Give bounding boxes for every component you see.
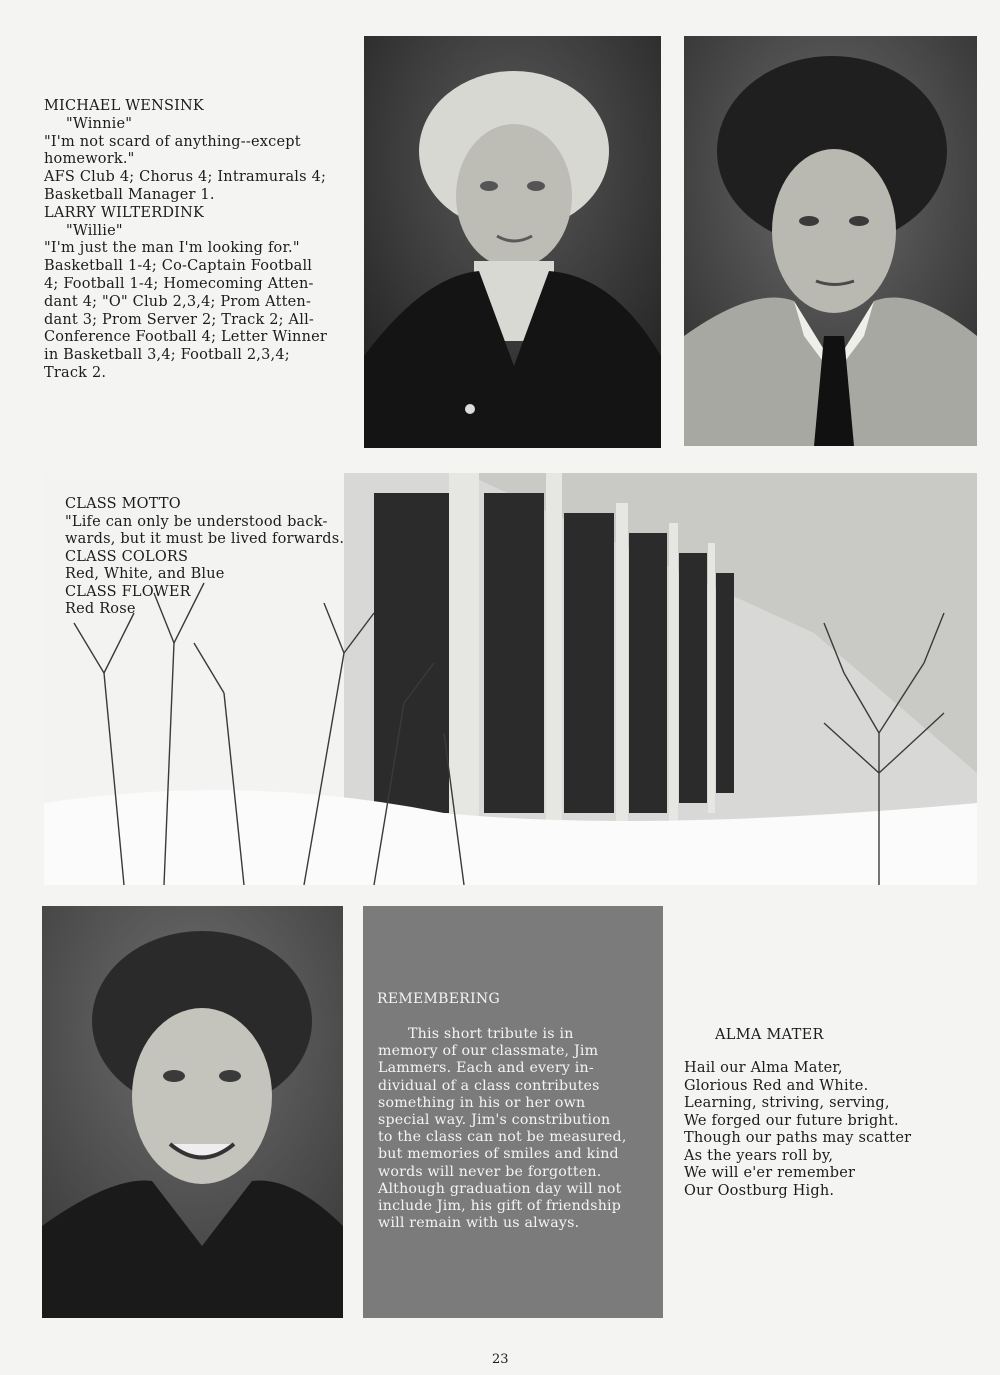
portrait-larry-wilterdink — [684, 36, 977, 446]
portrait-photo-1 — [364, 36, 661, 448]
remembering-line: include Jim, his gift of friendship — [378, 1198, 622, 1215]
remembering-title: REMEMBERING — [377, 991, 500, 1007]
portrait-photo-3 — [42, 906, 343, 1318]
senior-1-quote-cont: homework." — [44, 151, 135, 168]
class-flower-heading: CLASS FLOWER — [65, 583, 191, 600]
portrait-photo-2 — [684, 36, 977, 446]
alma-mater-line: As the years roll by, — [684, 1147, 834, 1164]
senior-2-activities: Basketball 1-4; Co-Captain Football — [44, 258, 313, 275]
alma-mater-line: Though our paths may scatter — [684, 1130, 912, 1146]
senior-2-activities: dant 4; "O" Club 2,3,4; Prom Atten- — [44, 293, 312, 310]
class-colors-heading: CLASS COLORS — [65, 548, 189, 565]
remembering-panel — [363, 906, 663, 1318]
remembering-line: This short tribute is in — [408, 1026, 574, 1042]
senior-2-quote: "I'm just the man I'm looking for." — [44, 240, 300, 257]
alma-mater-lyrics — [684, 1060, 964, 1200]
senior-1-quote: "I'm not scard of anything--except — [44, 133, 301, 150]
portrait-michael-wensink — [364, 36, 661, 448]
alma-mater-line: We forged our future bright. — [684, 1112, 899, 1129]
remembering-line: but memories of smiles and kind — [378, 1146, 619, 1163]
alma-mater-line: Glorious Red and White. — [684, 1077, 869, 1094]
senior-2-name: LARRY WILTERDINK — [44, 204, 204, 221]
senior-2-activities: dant 3; Prom Server 2; Track 2; All- — [44, 311, 315, 328]
class-motto-heading: CLASS MOTTO — [65, 496, 181, 512]
senior-2-activities: Conference Football 4; Letter Winner — [44, 329, 328, 346]
remembering-line: to the class can not be measured, — [378, 1129, 627, 1146]
senior-bios — [44, 98, 359, 383]
alma-mater-line: Our Oostburg High. — [684, 1182, 835, 1199]
senior-1-name: MICHAEL WENSINK — [44, 98, 204, 114]
remembering-line: words will never be forgotten. — [378, 1163, 602, 1180]
portrait-jim-lammers — [42, 906, 343, 1318]
remembering-line: dividual of a class contributes — [378, 1077, 600, 1094]
remembering-line: special way. Jim's constribution — [378, 1112, 611, 1129]
senior-1-activities-cont: Basketball Manager 1. — [44, 186, 215, 203]
alma-mater-line: We will e'er remember — [684, 1165, 856, 1181]
remembering-line: something in his or her own — [378, 1094, 586, 1111]
remembering-line: will remain with us always. — [378, 1215, 580, 1232]
class-info — [65, 496, 365, 619]
page-number: 23 — [492, 1352, 509, 1367]
alma-mater-line: Learning, striving, serving, — [684, 1095, 890, 1111]
class-motto-line-1: "Life can only be understood back- — [65, 513, 328, 530]
class-motto-line-2: wards, but it must be lived forwards. — [65, 531, 345, 547]
alma-mater-line: Hail our Alma Mater, — [684, 1060, 843, 1076]
remembering-line: memory of our classmate, Jim — [378, 1043, 599, 1060]
alma-mater-title: ALMA MATER — [715, 1027, 824, 1043]
class-colors: Red, White, and Blue — [65, 566, 225, 582]
class-flower: Red Rose — [65, 601, 136, 617]
senior-1-nickname: "Winnie" — [66, 115, 133, 132]
senior-1-activities: AFS Club 4; Chorus 4; Intramurals 4; — [44, 169, 327, 186]
senior-2-nickname: "Willie" — [66, 222, 123, 239]
remembering-line: Lammers. Each and every in- — [378, 1060, 594, 1077]
remembering-text — [378, 1026, 658, 1232]
remembering-line: Although graduation day will not — [378, 1180, 622, 1197]
senior-2-activities: in Basketball 3,4; Football 2,3,4; — [44, 347, 290, 364]
senior-2-activities: 4; Football 1-4; Homecoming Atten- — [44, 275, 314, 292]
senior-2-activities: Track 2. — [44, 364, 107, 381]
